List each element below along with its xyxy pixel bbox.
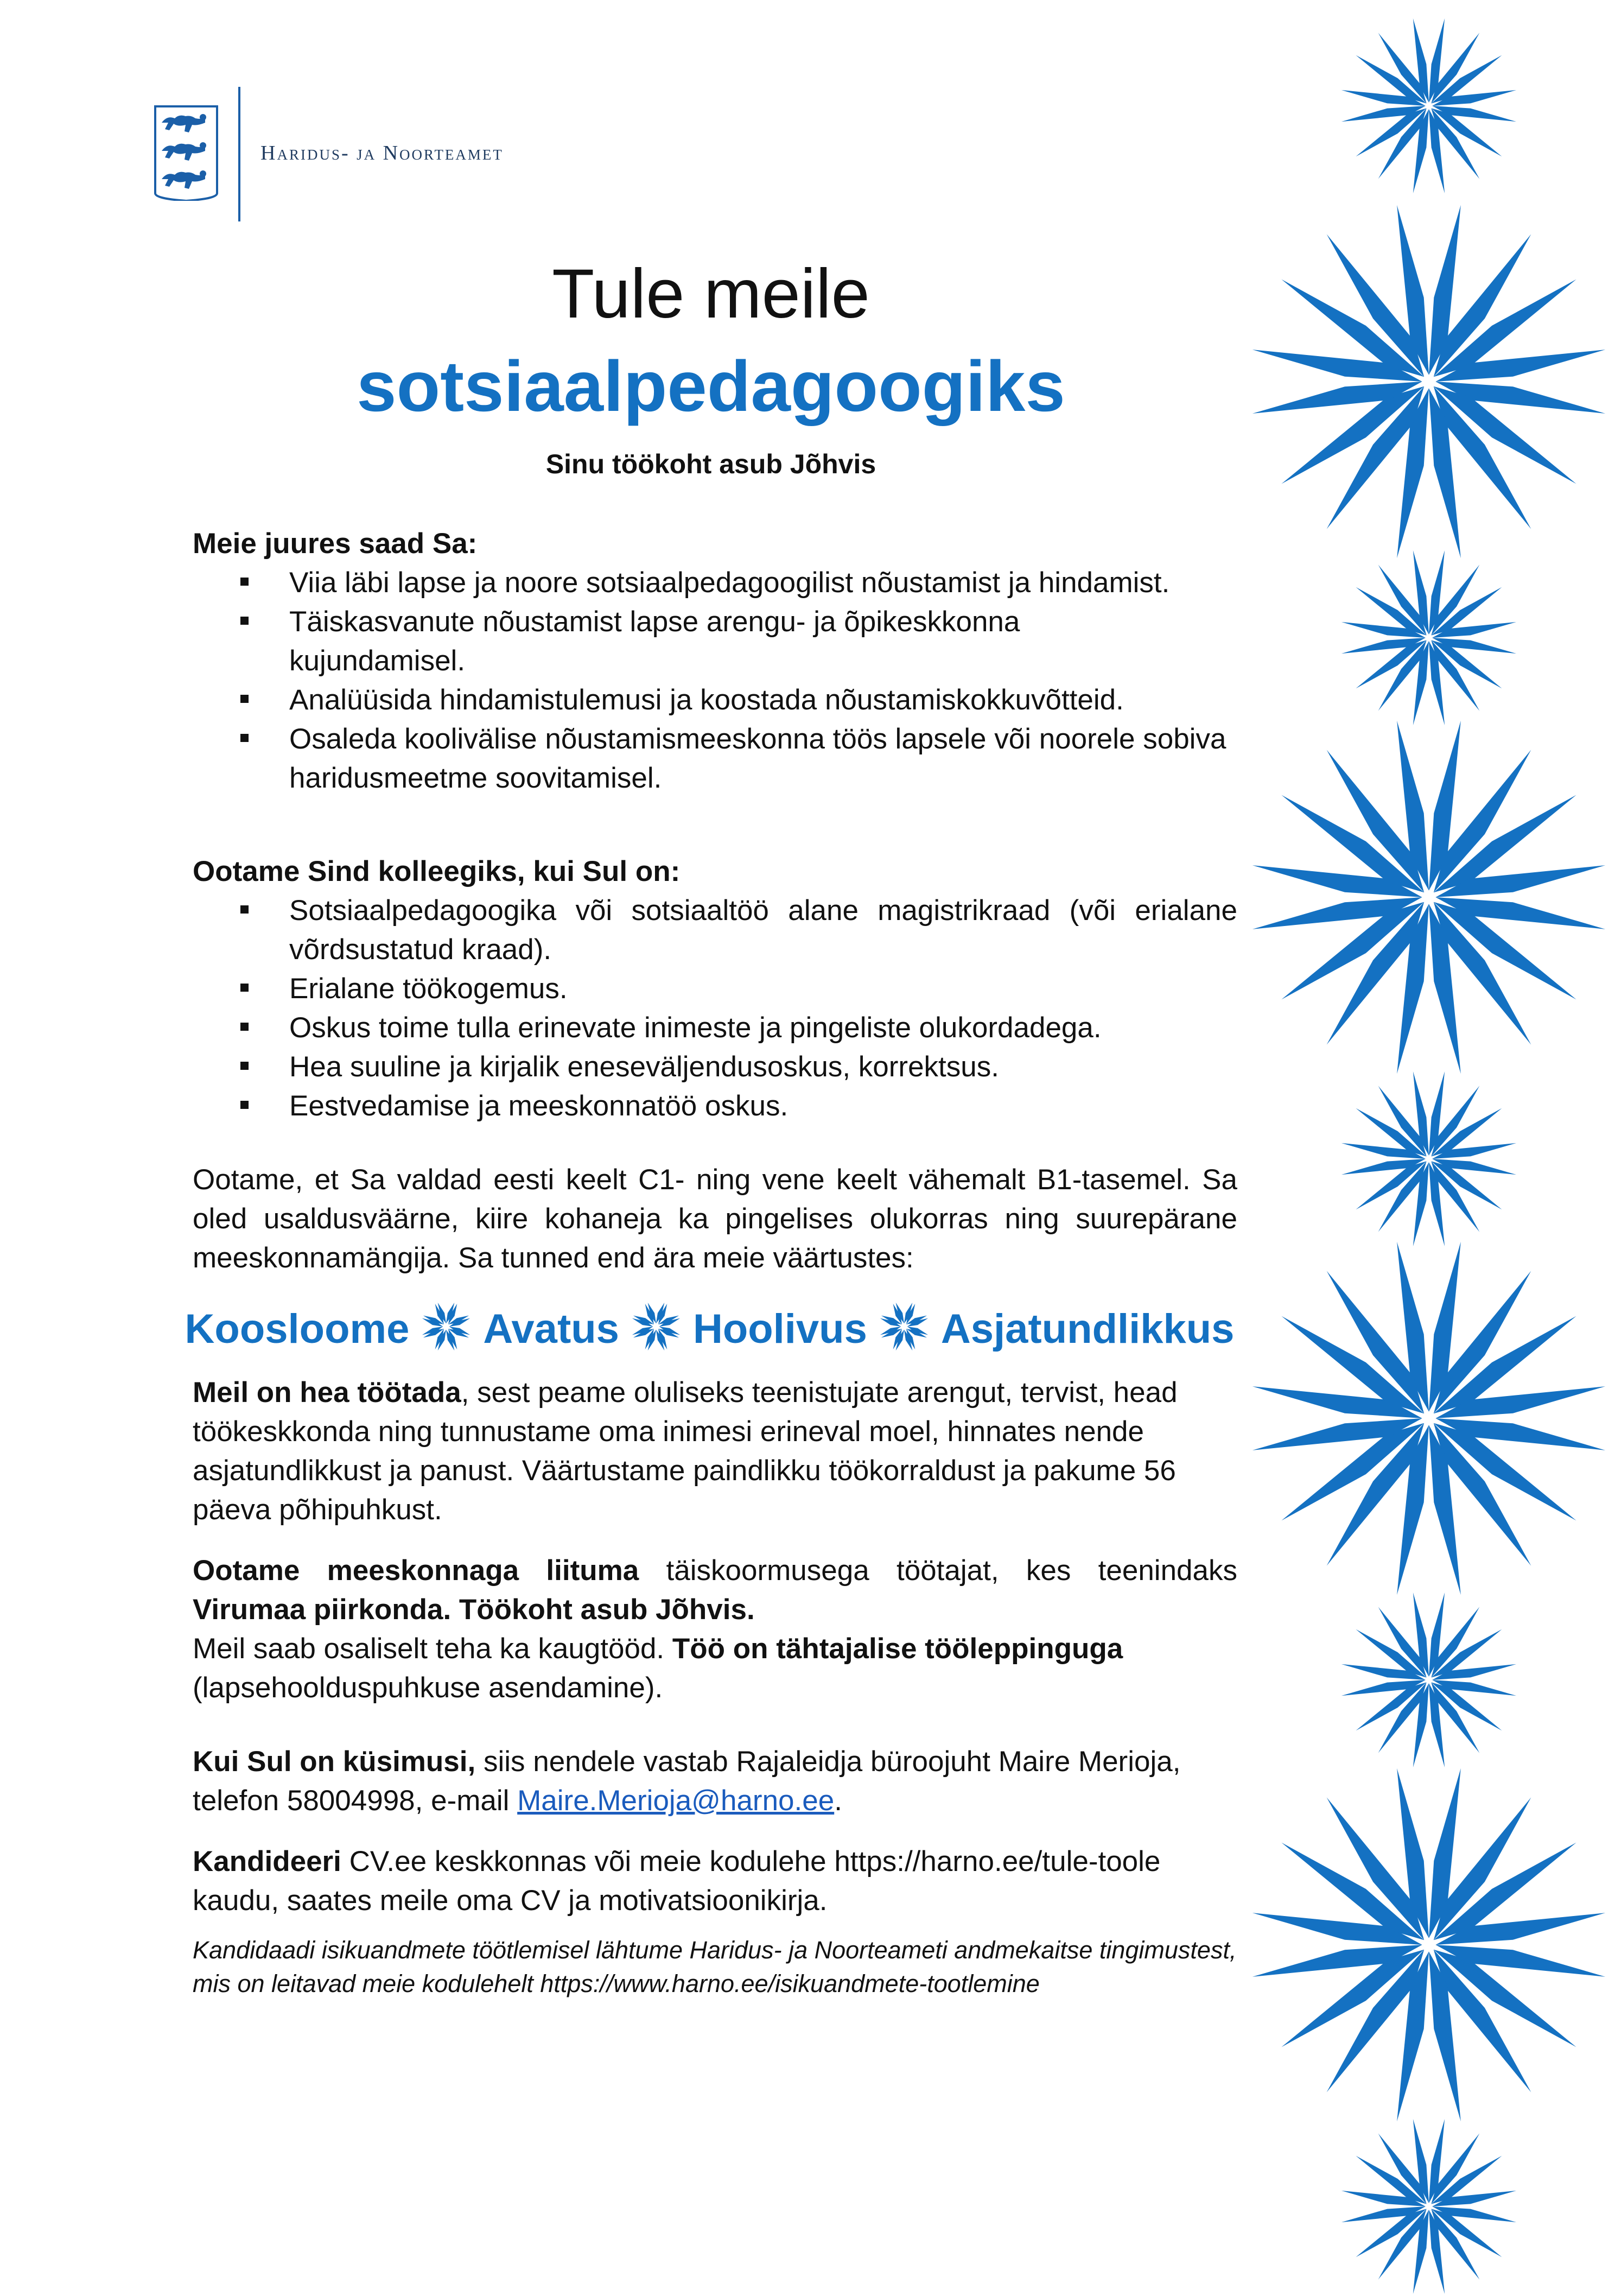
join-text-1: täiskoormusega töötajat, kes teenindaks [639, 1555, 1238, 1587]
contact-text: siis nendele vastab Rajaleidja büroojuht Maire Merioja, telefon 58004998, e-mail [193, 1746, 1181, 1817]
offer-heading: Meie juures saad Sa: [193, 528, 478, 560]
snowflake-decor-icon [1339, 16, 1518, 195]
snowflake-decor-icon [1339, 548, 1518, 727]
join-text-3: (lapsehoolduspuhkuse asendamine). [193, 1672, 663, 1704]
list-item: Sotsiaalpedagoogika või sotsiaaltöö alane magistrikraad (või erialane võrdsustatud kraad). [289, 891, 1237, 969]
apply-text: CV.ee keskkonnas või meie kodulehe https://harno.ee/tule-toole kaudu, saates meile oma CV ja motivatsioonikirja. [193, 1845, 1161, 1917]
good-place-paragraph [193, 1373, 1237, 1530]
coat-of-arms-logo-icon [151, 103, 221, 201]
value-label: Avatus [483, 1306, 619, 1352]
value-label: Hoolivus [692, 1306, 867, 1352]
join-paragraph [193, 1551, 1237, 1708]
snowflake-decor-icon [1248, 716, 1610, 1078]
value-label: Asjatundlikkus [940, 1306, 1235, 1352]
join-text-2: Meil saab osaliselt teha ka kaugtööd. [193, 1633, 672, 1665]
join-bold-2: Virumaa piirkonda. Töökoht asub Jõhvis. [193, 1594, 755, 1626]
list-item: Hea suuline ja kirjalik eneseväljendusoskus, korrektsus. [289, 1048, 1237, 1087]
snowflake-separator-icon [420, 1301, 472, 1353]
title-line-1: Tule meile [552, 255, 870, 333]
main-content [185, 524, 1238, 2001]
apply-paragraph [193, 1842, 1237, 1920]
list-item: Oskus toime tulla erinevate inimeste ja pingeliste olukordadega. [289, 1009, 1237, 1048]
list-item: Osaleda koolivälise nõustamismeeskonna töös lapsele või noorele sobiva haridusmeetme soovitamisel. [289, 720, 1237, 798]
good-place-bold: Meil on hea töötada [193, 1377, 461, 1409]
snowflake-decor-icon [1248, 1238, 1610, 1599]
list-item: Eestvedamise ja meeskonnatöö oskus. [289, 1087, 1237, 1126]
contact-bold: Kui Sul on küsimusi, [193, 1746, 476, 1778]
join-bold-3: Töö on tähtajalise tööleppinguga [672, 1633, 1123, 1665]
snowflake-decor-icon [1339, 2117, 1518, 2296]
list-item: Täiskasvanute nõustamist lapse arengu- ja õpikeskkonna kujundamisel. [289, 602, 1237, 681]
join-bold-1: Ootame meeskonnaga liituma [193, 1555, 639, 1587]
values-row [182, 1294, 1237, 1365]
value-label: Koosloome [185, 1306, 410, 1352]
snowflake-decor-icon [1339, 1590, 1518, 1769]
snowflake-decor-icon [1248, 201, 1610, 562]
requirements-heading: Ootame Sind kolleegiks, kui Sul on: [193, 855, 681, 887]
good-place-text: , sest peame oluliseks teenistujate arengut, tervist, head töökeskkonda ning tunnustame oma inimesi erineval moel, hinnates nende asjatundlikkust ja panust. Väärtustame paindlikku töökorraldust ja pakume 56 päeva põhipuhkust. [193, 1377, 1178, 1526]
apply-bold: Kandideeri [193, 1845, 341, 1878]
snowflake-decor-icon [1339, 1069, 1518, 1248]
organization-name: Haridus- ja Noorteamet [260, 142, 504, 164]
language-paragraph: Ootame, et Sa valdad eesti keelt C1- ning vene keelt vähemalt B1-tasemel. Sa oled usaldusväärne, kiire kohaneja ka pingelises olukorras ning suurepärane meeskonnamängija. Sa tunned end ära meie väärtustes: [193, 1164, 1237, 1274]
snowflake-separator-icon [630, 1301, 682, 1353]
logo-divider [238, 87, 240, 221]
job-title: sotsiaalpedagoogiks [357, 346, 1065, 426]
offer-list [193, 563, 1237, 798]
privacy-note: Kandidaadi isikuandmete töötlemisel lähtume Haridus- ja Noorteameti andmekaitse tingimustest, mis on leitavad meie kodulehelt https://www.harno.ee/isikuandmete-tootlemine [193, 1936, 1237, 1997]
snowflake-decor-icon [1248, 1764, 1610, 2126]
list-item: Erialane töökogemus. [289, 969, 1237, 1009]
location-subtitle: Sinu töökoht asub Jõhvis [545, 449, 876, 479]
snowflake-separator-icon [878, 1301, 930, 1353]
list-item: Analüüsida hindamistulemusi ja koostada nõustamiskokkuvõtteid. [289, 681, 1237, 720]
contact-end: . [834, 1785, 842, 1817]
email-link[interactable]: Maire.Merioja@harno.ee [517, 1785, 835, 1817]
requirements-list [193, 891, 1237, 1126]
contact-paragraph [193, 1742, 1237, 1821]
list-item: Viia läbi lapse ja noore sotsiaalpedagoogilist nõustamist ja hindamist. [289, 563, 1237, 602]
